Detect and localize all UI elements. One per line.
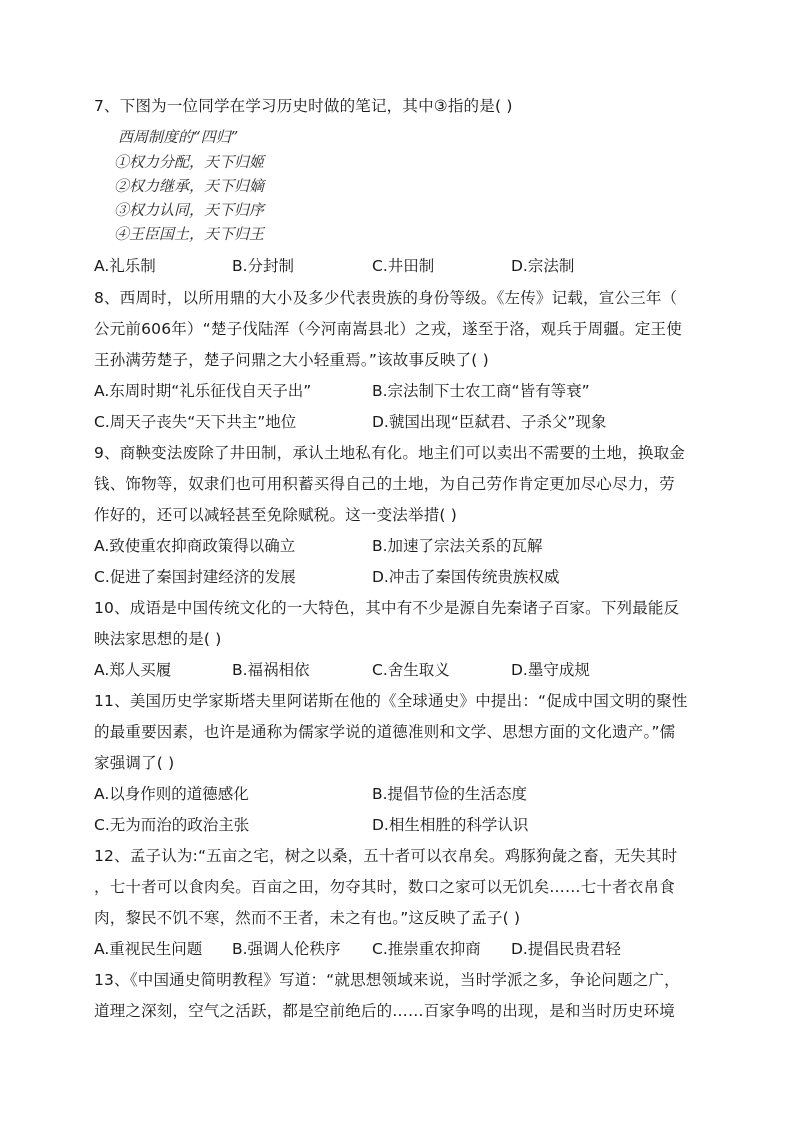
q11-line-1: 11、美国历史学家斯塔夫里阿诺斯在他的《全球通史》中提出：“促成中国文明的聚性: [94, 692, 688, 710]
q8-option-c: C.周天子丧失“天下共主”地位: [94, 413, 297, 431]
q9-option-b: B.加速了宗法关系的瓦解: [372, 537, 543, 555]
q11-option-b: B.提倡节俭的生活态度: [372, 785, 528, 803]
q10-line-2: 映法家思想的是( ): [94, 630, 222, 648]
q7-option-a: A.礼乐制: [94, 257, 156, 275]
q10-option-d: D.墨守成规: [511, 661, 590, 679]
q7-option-d: D.宗法制: [511, 257, 575, 275]
q12-option-b: B.强调人伦秩序: [232, 940, 341, 958]
q9-option-d: D.冲击了秦国传统贵族权威: [372, 568, 560, 586]
q9-option-c: C.促进了秦国封建经济的发展: [94, 568, 296, 586]
q12-line-2: ，七十者可以食肉矣。百亩之田，勿夺其时，数口之家可以无饥矣……七十者衣帛食: [94, 878, 675, 896]
q12-line-1: 12、孟子认为:“五亩之宅，树之以桑，五十者可以衣帛矣。鸡豚狗彘之畜，无失其时: [94, 847, 678, 865]
q7-stem: 7、下图为一位同学在学习历史时做的笔记，其中③指的是( ): [94, 97, 513, 115]
q11-option-d: D.相生相胜的科学认识: [372, 816, 529, 834]
q12-option-c: C.推崇重农抑商: [372, 940, 481, 958]
q8-option-b: B.宗法制下士农工商“皆有等衰”: [372, 382, 590, 400]
q11-option-a: A.以身作则的道德感化: [94, 785, 249, 803]
q10-option-c: C.舍生取义: [372, 661, 450, 679]
q9-line-2: 钱、饰物等，奴隶们也可用积蓄买得自己的土地，为自己劳作肯定更加尽心尽力，劳: [94, 475, 675, 493]
note-line-4: ④王臣国土，天下归王: [114, 225, 265, 243]
q9-option-a: A.致使重农抑商政策得以确立: [94, 537, 296, 555]
q12-option-a: A.重视民生问题: [94, 940, 203, 958]
note-title: 西周制度的“四归”: [118, 128, 239, 146]
q8-option-d: D.虢国出现“臣弑君、子杀父”现象: [372, 413, 607, 431]
q8-option-a: A.东周时期“礼乐征伐自天子出”: [94, 382, 312, 400]
q7-option-c: C.井田制: [372, 257, 435, 275]
q8-line-3: 王孙满劳楚子，楚子问鼎之大小轻重焉。”该故事反映了( ): [94, 351, 489, 369]
q10-line-1: 10、成语是中国传统文化的一大特色，其中有不少是源自先秦诸子百家。下列最能反: [94, 599, 680, 617]
q8-line-1: 8、西周时，以所用鼎的大小及多少代表贵族的身份等级。《左传》记载，宣公三年（: [94, 289, 678, 307]
q9-line-1: 9、商鞅变法废除了井田制，承认土地私有化。地主们可以卖出不需要的土地，换取金: [94, 444, 685, 462]
q7-option-b: B.分封制: [232, 257, 295, 275]
q11-line-2: 的最重要因素，也许是通称为儒家学说的道德准则和文学、思想方面的文化遗产。”儒: [94, 723, 676, 741]
q9-line-3: 作好的，还可以减轻甚至免除赋税。这一变法举措( ): [94, 506, 458, 524]
q13-line-2: 道理之深刻，空气之活跃，都是空前绝后的……百家争鸣的出现，是和当时历史环境: [94, 1002, 675, 1020]
q11-line-3: 家强调了( ): [94, 754, 175, 772]
q12-line-3: 肉，黎民不饥不寒，然而不王者，未之有也。”这反映了孟子( ): [94, 909, 521, 927]
note-line-3: ③权力认同，天下归序: [114, 201, 265, 219]
q13-line-1: 13、《中国通史简明教程》写道：“就思想领域来说，当时学派之多，争论问题之广，: [94, 971, 680, 989]
q10-option-b: B.福祸相依: [232, 661, 310, 679]
note-line-2: ②权力继承，天下归嫡: [114, 177, 265, 195]
q8-line-2: 公元前606年）“楚子伐陆浑（今河南嵩县北）之戎，遂至于洛，观兵于周疆。定王使: [94, 320, 682, 338]
q11-option-c: C.无为而治的政治主张: [94, 816, 250, 834]
q10-option-a: A.郑人买履: [94, 661, 172, 679]
note-line-1: ①权力分配，天下归姬: [114, 153, 265, 171]
q12-option-d: D.提倡民贵君轻: [511, 940, 621, 958]
